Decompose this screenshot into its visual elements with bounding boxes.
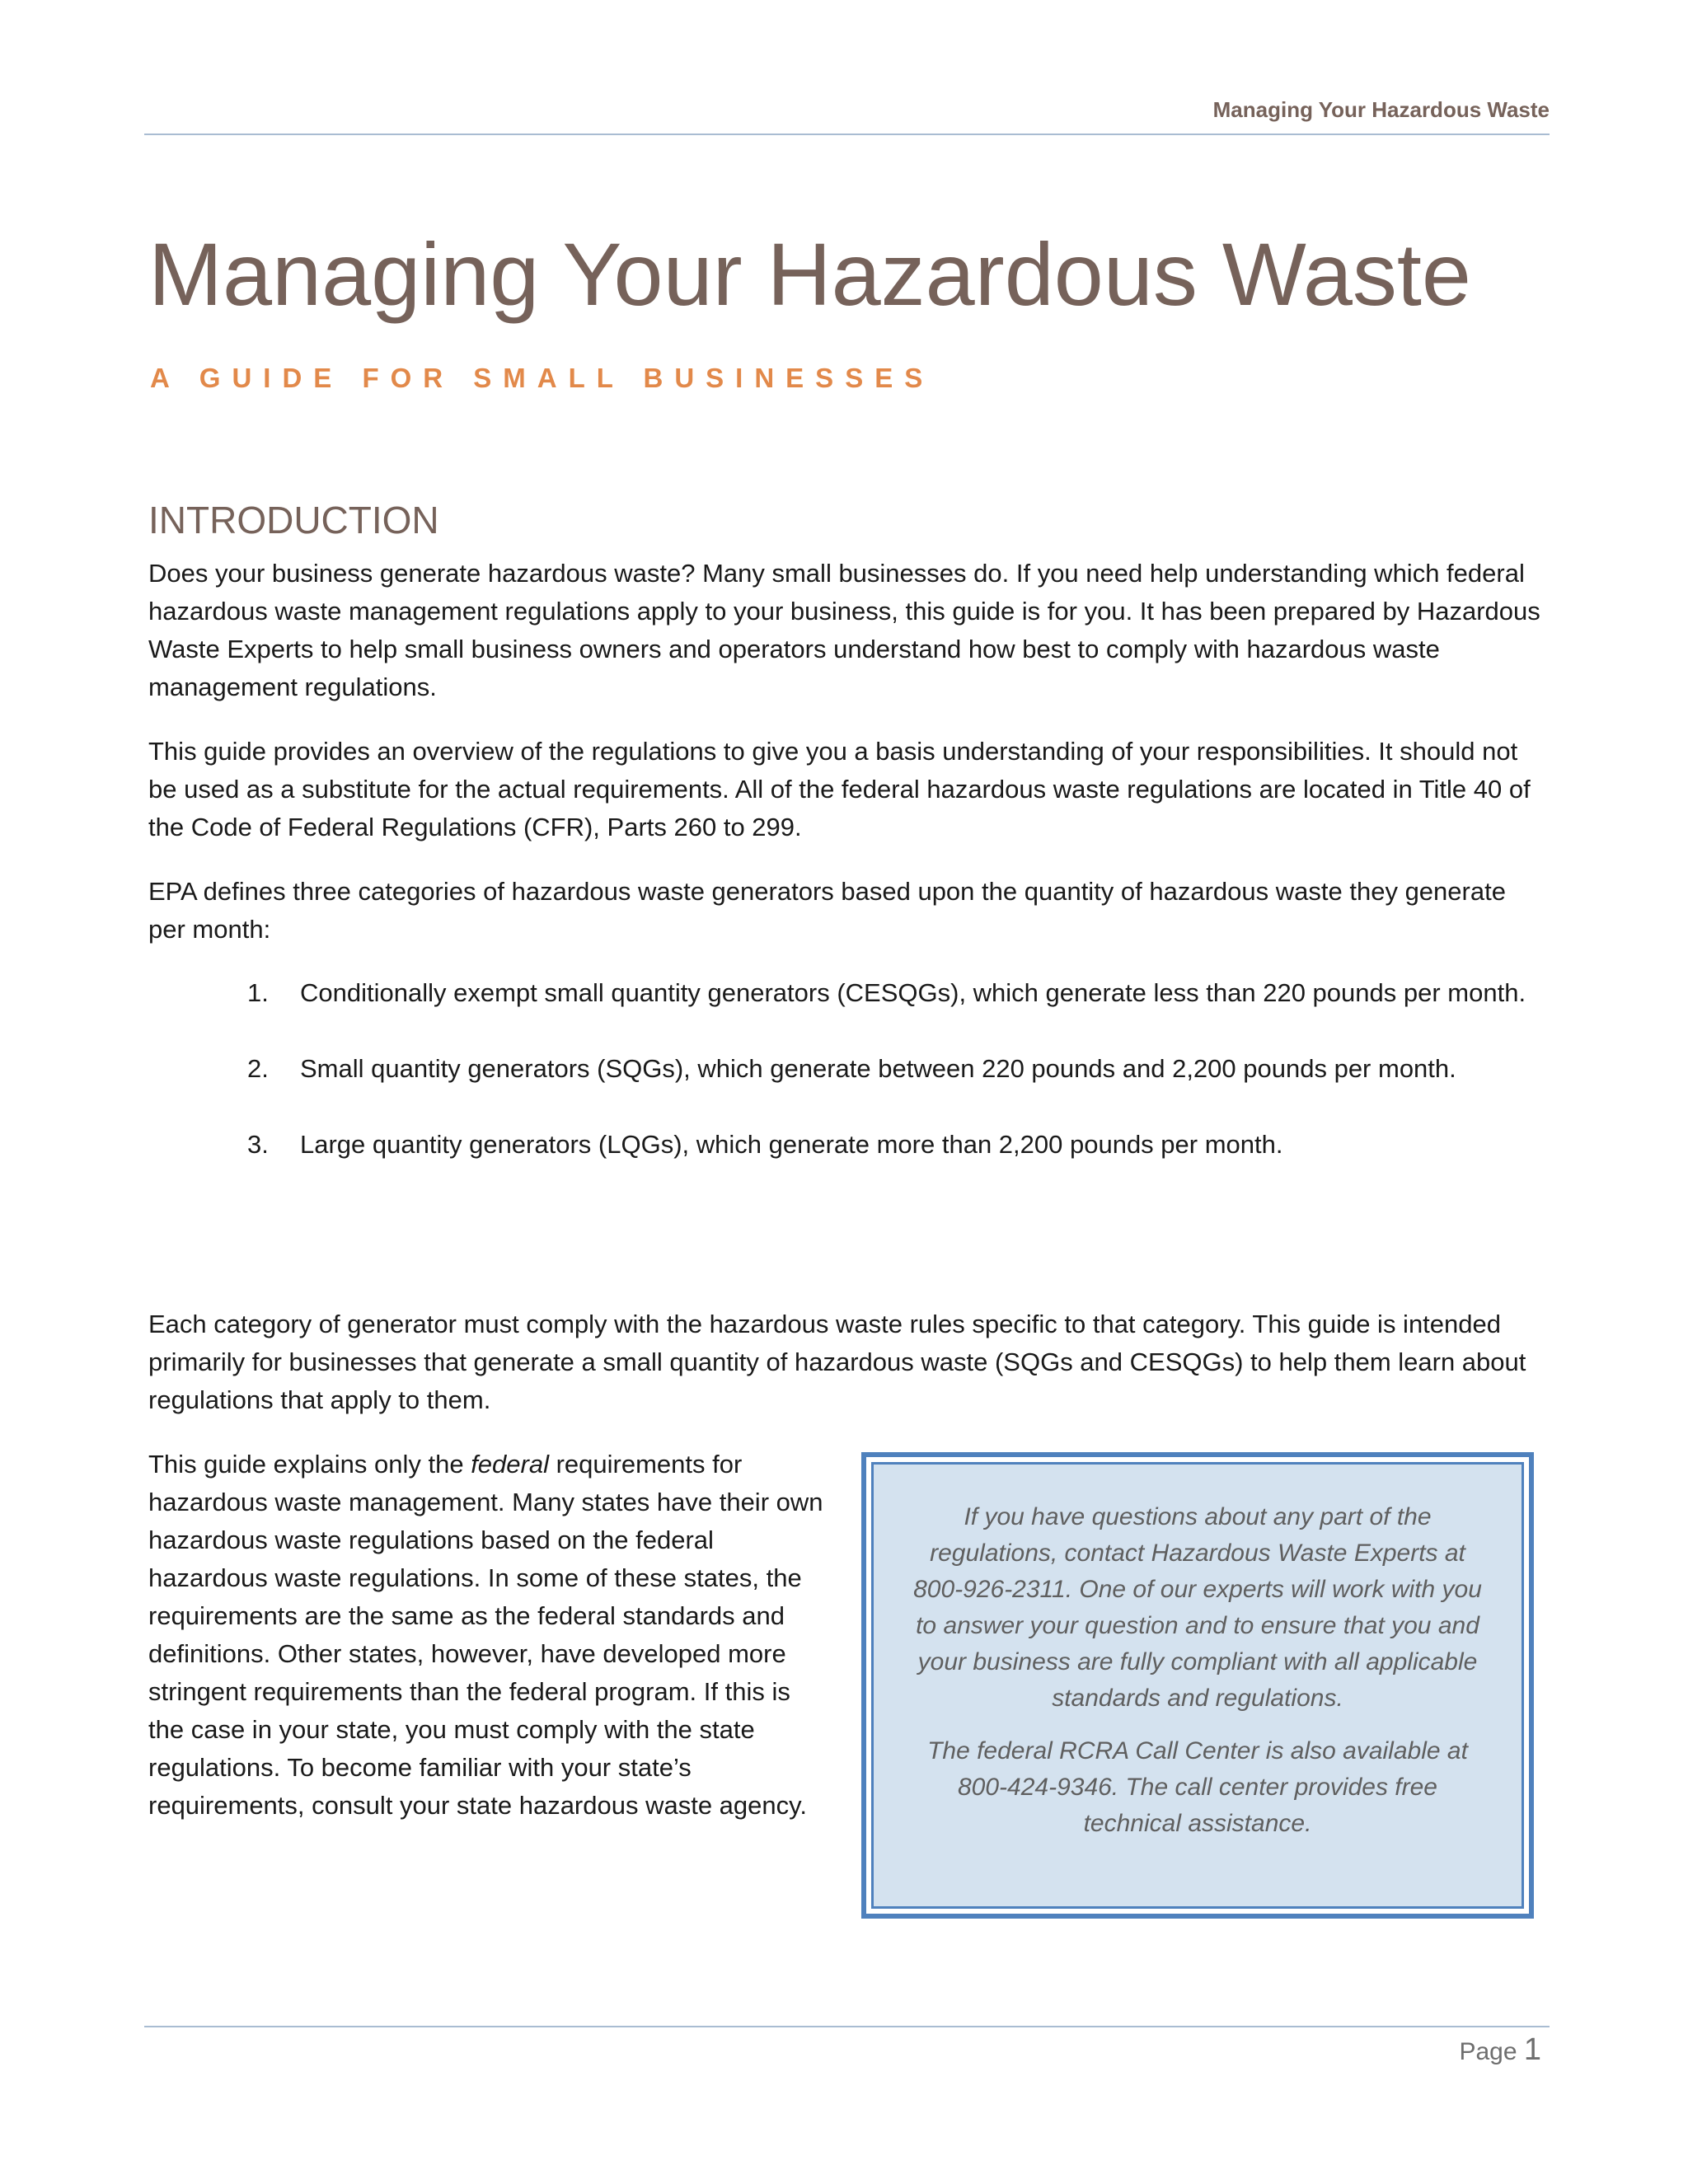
list-item-text: Large quantity generators (LQGs), which generate more than 2,200 pounds per month. — [300, 1130, 1283, 1159]
intro-paragraph-1: Does your business generate hazardous waste? Many small businesses do. If you need help understanding which federal hazardous waste management regulations apply to your business, this guide is for you. It has been prepared by Hazardous Waste Experts to help small business owners and operators understand how best to comply with hazardous waste management regulations. — [148, 559, 1540, 701]
callout-inner — [871, 1462, 1524, 1909]
section-heading-introduction: INTRODUCTION — [148, 499, 439, 541]
page-number-value: 1 — [1523, 2032, 1541, 2067]
running-header: Managing Your Hazardous Waste — [1212, 97, 1550, 122]
list-item-text: Small quantity generators (SQGs), which generate between 220 pounds and 2,200 pounds per month. — [300, 1054, 1456, 1083]
callout-paragraph-2: The federal RCRA Call Center is also available at 800-424-9346. The call center provides free technical assistance. — [927, 1737, 1468, 1837]
generator-categories-list — [247, 974, 1533, 1202]
intro-paragraph-3: EPA defines three categories of hazardous waste generators based upon the quantity of hazardous waste they generate per month: — [148, 877, 1506, 944]
list-item-number: 2. — [247, 1054, 269, 1083]
emphasis-federal: federal — [471, 1450, 549, 1479]
intro-paragraph-2: This guide provides an overview of the regulations to give you a basis understanding of your responsibilities. It should not be used as a substitute for the actual requirements. All of the federal hazardous waste regulations are located in Title 40 of the Code of Federal Regulations (CFR), Parts 260 to 299. — [148, 737, 1531, 841]
intro-paragraph-4: Each category of generator must comply with the hazardous waste rules specific to that category. This guide is intended primarily for businesses that generate a small quantity of hazardous waste (SQGs and CESQGs) to help them learn about regulations that apply to them. — [148, 1310, 1526, 1414]
list-item-number: 1. — [247, 978, 269, 1007]
contact-callout-box — [861, 1452, 1534, 1919]
list-item-number: 3. — [247, 1130, 269, 1159]
page-label: Page — [1459, 2038, 1517, 2065]
list-item — [247, 1126, 1533, 1164]
document-title: Managing Your Hazardous Waste — [148, 224, 1471, 324]
callout-paragraph-1: If you have questions about any part of the regulations, contact Hazardous Waste Experts at 800-926-2311. One of our experts will work with you to answer your question and to ensure that you and your business are fully compliant with all applicable standards and regulations. — [913, 1503, 1482, 1712]
text-run: requirements for hazardous waste management. Many states have their own hazardous waste regulations based on the federal hazardous waste regulations. In some of these states, the requirements are the same as the federal standards and definitions. Other states, however, have developed more stringent requirements than the federal program. If this is the case in your state, you must comply with the state regulations. To become familiar with your state’s requirements, consult your state hazardous waste agency. — [148, 1450, 823, 1820]
header-rule — [144, 134, 1550, 135]
list-item — [247, 1050, 1533, 1088]
document-subtitle: A GUIDE FOR SMALL BUSINESSES — [150, 363, 935, 393]
footer-rule — [144, 2026, 1550, 2027]
text-run: This guide explains only the — [148, 1450, 471, 1479]
list-item-text: Conditionally exempt small quantity generators (CESQGs), which generate less than 220 pounds per month. — [300, 978, 1526, 1007]
list-item — [247, 974, 1533, 1012]
federal-requirements-paragraph — [148, 1446, 832, 1825]
page-number — [1459, 2032, 1541, 2068]
